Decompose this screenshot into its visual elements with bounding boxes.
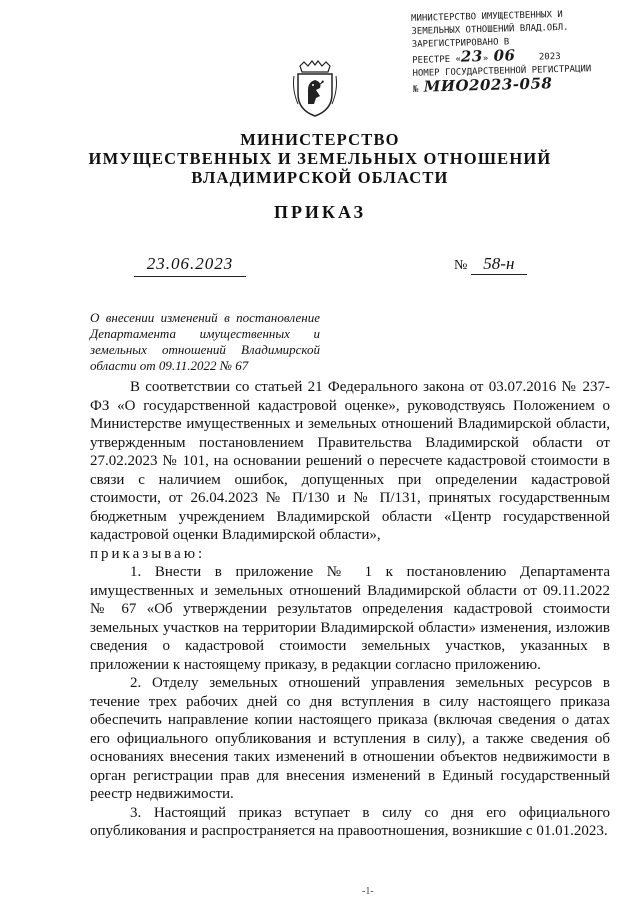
order-item: 2. Отделу земельных отношений управления земельных ресурсов в течение трех рабочих дней со дня вступления в силу настоящего приказа обеспечить направление копии настоящего приказа (включая сведения о датах его официального опубликования и вступления в силу), а также сведения об основаниях внесения таких изменений в отношении объектов недвижимости в орган регистрации прав для внесения изменений в Единый государственный реестр недвижимости. [90,675,610,802]
page-number: -1- [362,886,374,897]
order-word: приказываю: [90,545,206,562]
stamp-reg-number: МИО2023-058 [423,74,553,96]
order-item: 1. Внести в приложение № 1 к постановлению Департамента имущественных и земельных отношений Владимирской области от 09.11.2022 № 67 «Об утверждении результатов определения кадастровой стоимости земельных участков на территории Владимирской области» изменения, изложив сведения о кадастровой стоимости земельных участков, указанных в приложении к настоящему приказу, в редакции согласно приложению. [90,564,610,673]
stamp-month: 06 [493,46,516,65]
document-body [90,378,610,841]
stamp-line: ЗЕМЕЛЬНЫХ ОТНОШЕНИЙ ВЛАД.ОБЛ. [411,22,569,37]
order-item: 3. Настоящий приказ вступает в силу со дня его официального опубликования и распространяется на правоотношения, возникшие с 01.01.2023. [90,804,610,839]
stamp-day: 23 [460,47,483,66]
stamp-reg-prefix: № [412,84,419,95]
preamble-paragraph: В соответствии со статьей 21 Федерального закона от 03.07.2016 № 237-ФЗ «О государственной кадастровой оценке», руководствуясь Положением о Министерстве имущественных и земельных отношений Владимирской области, утвержденным постановлением Правительства Владимирской области от 27.02.2023 № 101, на основании решений о пересчете кадастровой стоимости в связи с наличием ошибок, допущенных при определении кадастровой стоимости, от 26.04.2023 № П/130 и № П/131, принятых государственным бюджетным учреждением Владимирской области «Центр государственной кадастровой оценки Владимирской области», [90,379,610,543]
stamp-line: НОМЕР ГОСУДАРСТВЕННОЙ РЕГИСТРАЦИИ [412,64,592,79]
stamp-line: РЕЕСТРЕ « [412,54,462,66]
org-line: МИНИСТЕРСТВО [240,130,400,149]
document-number-block [454,254,527,275]
document-number: 58-н [471,254,527,275]
stamp-year: 2023 [538,51,561,63]
document-type: ПРИКАЗ [273,202,367,222]
coat-of-arms-emblem [290,60,340,118]
org-line: ВЛАДИМИРСКОЙ ОБЛАСТИ [191,168,449,187]
registration-stamp [411,7,633,97]
document-date: 23.06.2023 [134,254,246,277]
org-line: ИМУЩЕСТВЕННЫХ И ЗЕМЕЛЬНЫХ ОТНОШЕНИЙ [88,149,552,168]
stamp-line: МИНИСТЕРСТВО ИМУЩЕСТВЕННЫХ И [410,9,563,24]
number-prefix: № [454,258,468,273]
document-subject: О внесении изменений в постановление Департамента имущественных и земельных отношений Владимирской области от 09.11.2022 № 67 [90,310,320,373]
organization-name [0,130,640,187]
stamp-line: » [482,53,489,65]
stamp-reg-row [413,75,633,97]
stamp-line: ЗАРЕГИСТРИРОВАНО В [411,37,510,50]
